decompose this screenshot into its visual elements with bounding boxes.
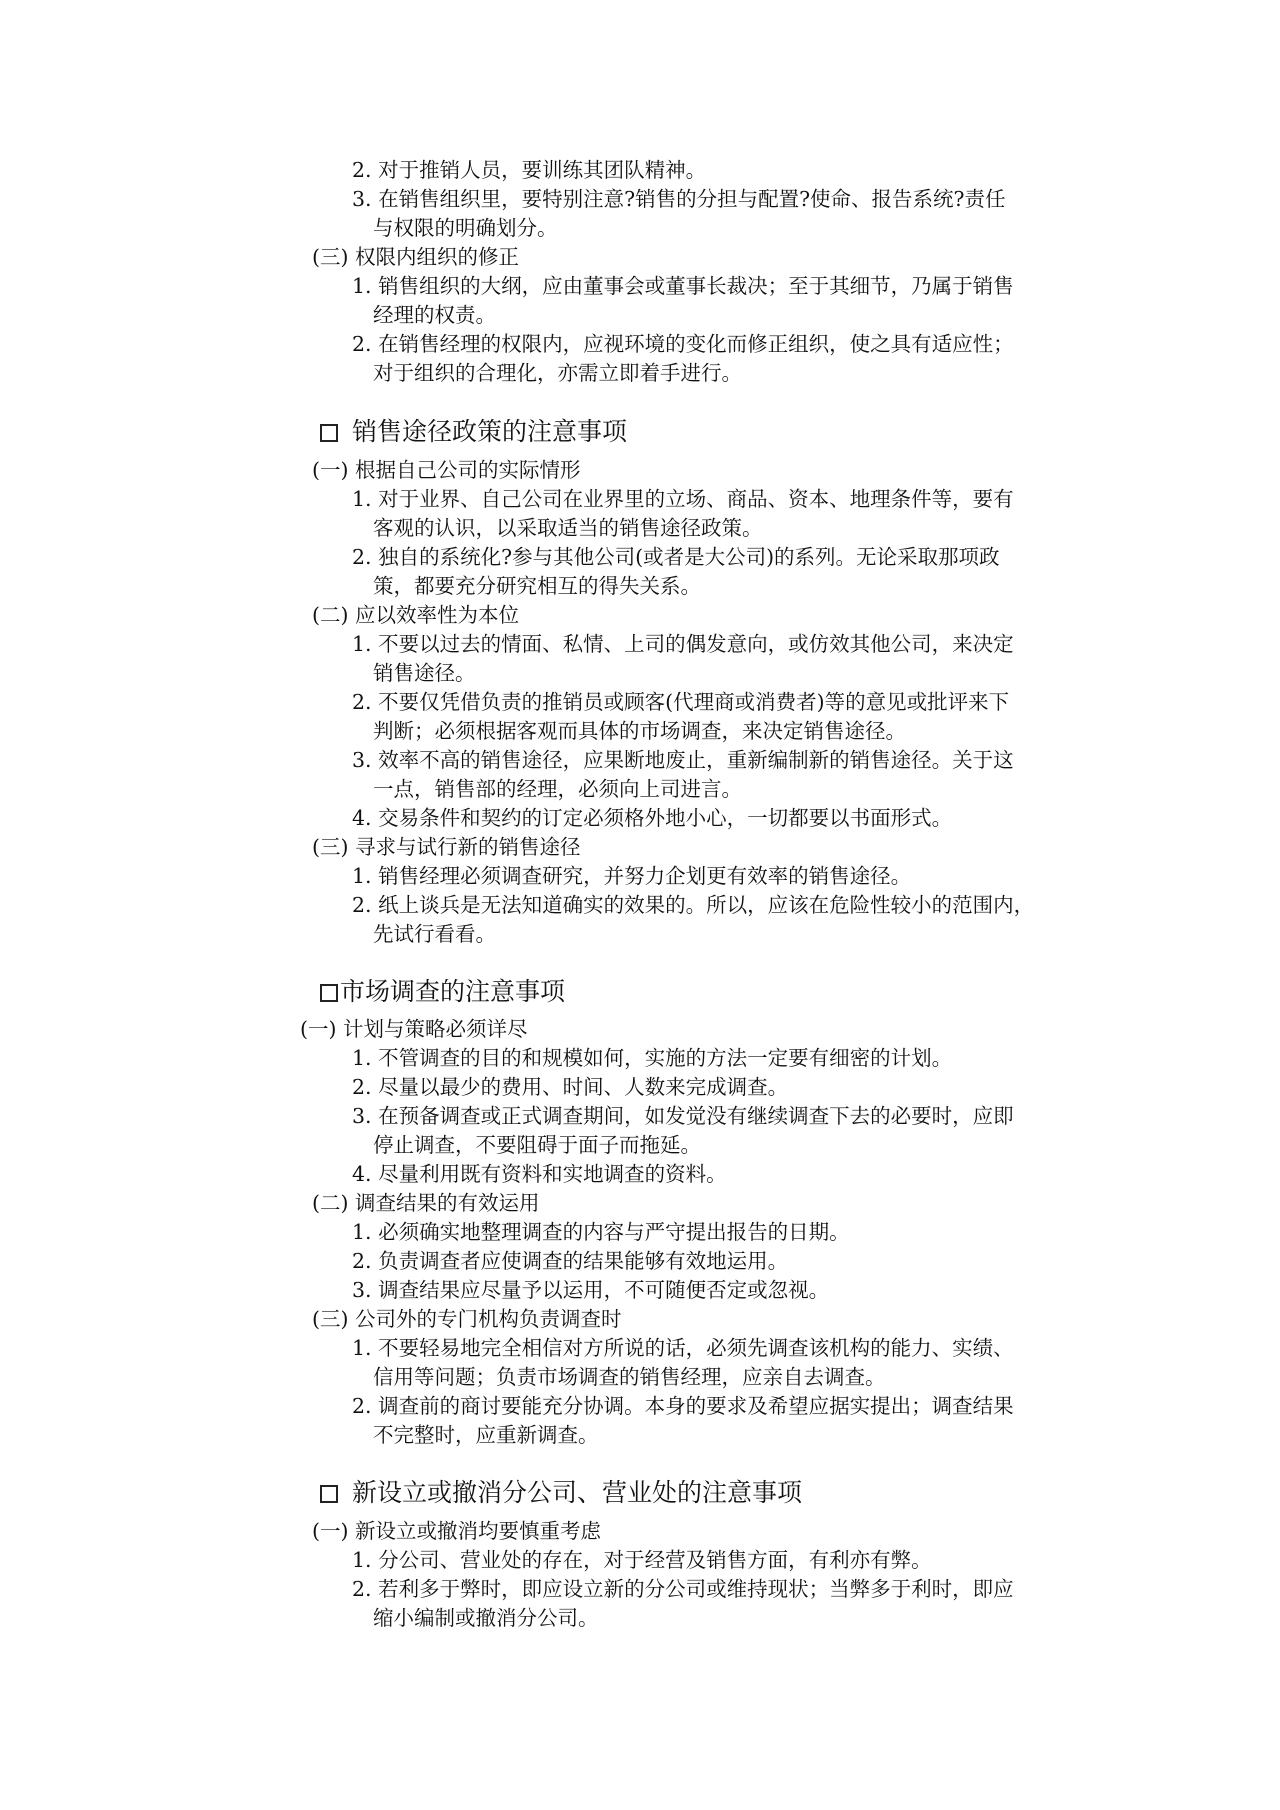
market-research-s3-item-1-line-2: 信用等问题；负责市场调查的销售经理，应亲自去调查。 — [373, 1365, 886, 1389]
org-revision-item-2-line-2: 对于组织的合理化，亦需立即着手进行。 — [373, 361, 742, 385]
org-revision-heading: (三) 权限内组织的修正 — [312, 245, 520, 269]
sales-channel-s1-item-1-line-2: 客观的认识，以采取适当的销售途径政策。 — [373, 516, 763, 540]
sales-channel-s1-item-2-line-1: 2. 独自的系统化?参与其他公司(或者是大公司)的系列。无论采取那项政 — [352, 545, 1000, 569]
checkbox-square-icon — [320, 1485, 338, 1503]
branch-office-title-text: 新设立或撤消分公司、营业处的注意事项 — [352, 1478, 803, 1507]
branch-office-s1-item-1: 1. 分公司、营业处的存在，对于经营及销售方面，有利亦有弊。 — [352, 1548, 932, 1572]
market-research-s2-item-1: 1. 必须确实地整理调查的内容与严守提出报告的日期。 — [352, 1220, 850, 1244]
market-research-s2-heading: (二) 调查结果的有效运用 — [312, 1191, 540, 1215]
market-research-s2-item-2: 2. 负责调查者应使调查的结果能够有效地运用。 — [352, 1249, 789, 1273]
market-research-s1-item-3-line-2: 停止调查，不要阻碍于面子而拖延。 — [373, 1133, 701, 1157]
sales-channel-section-title — [320, 415, 627, 449]
sales-channel-s1-heading: (一) 根据自己公司的实际情形 — [312, 458, 581, 482]
market-research-s1-heading: (一) 计划与策略必须详尽 — [300, 1017, 528, 1041]
sales-channel-s1-item-2-line-2: 策，都要充分研究相互的得失关系。 — [373, 574, 701, 598]
sales-channel-s3-heading: (三) 寻求与试行新的销售途径 — [312, 835, 581, 859]
org-revision-item-2-line-1: 2. 在销售经理的权限内，应视环境的变化而修正组织，使之具有适应性； — [352, 332, 1014, 356]
market-research-s1-item-4: 4. 尽量利用既有资料和实地调查的资料。 — [352, 1162, 727, 1186]
sales-channel-s2-item-4: 4. 交易条件和契约的订定必须格外地小心，一切都要以书面形式。 — [352, 806, 953, 830]
sales-channel-s3-item-2-line-1: 2. 纸上谈兵是无法知道确实的效果的。所以，应该在危险性较小的范围内， — [352, 893, 1035, 917]
sales-channel-s2-item-1-line-1: 1. 不要以过去的情面、私情、上司的偶发意向，或仿效其他公司，来决定 — [352, 632, 1014, 656]
org-revision-item-1-line-1: 1. 销售组织的大纲，应由董事会或董事长裁决；至于其细节，乃属于销售 — [352, 274, 1014, 298]
sales-channel-s2-item-2-line-2: 判断；必须根据客观而具体的市场调查，来决定销售途径。 — [373, 719, 906, 743]
sales-channel-s1-item-1-line-1: 1. 对于业界、自己公司在业界里的立场、商品、资本、地理条件等，要有 — [352, 487, 1014, 511]
branch-office-s1-item-2-line-2: 缩小编制或撤消分公司。 — [373, 1606, 599, 1630]
market-research-s2-item-3: 3. 调查结果应尽量予以运用，不可随便否定或忽视。 — [352, 1278, 830, 1302]
market-research-s1-item-1: 1. 不管调查的目的和规模如何，实施的方法一定要有细密的计划。 — [352, 1046, 953, 1070]
market-research-s3-item-2-line-1: 2. 调查前的商讨要能充分协调。本身的要求及希望应据实提出；调查结果 — [352, 1394, 1014, 1418]
intro-item-2: 2. 对于推销人员，要训练其团队精神。 — [352, 158, 707, 182]
sales-channel-s2-item-1-line-2: 销售途径。 — [373, 661, 476, 685]
branch-office-s1-heading: (一) 新设立或撤消均要慎重考虑 — [312, 1519, 602, 1543]
branch-office-section-title — [320, 1476, 802, 1510]
intro-item-3-line-1: 3. 在销售组织里，要特别注意?销售的分担与配置?使命、报告系统?责任 — [352, 187, 1006, 211]
checkbox-square-icon — [320, 424, 338, 442]
market-research-s1-item-3-line-1: 3. 在预备调查或正式调查期间，如发觉没有继续调查下去的必要时，应即 — [352, 1104, 1014, 1128]
sales-channel-s2-item-3-line-2: 一点，销售部的经理，必须向上司进言。 — [373, 777, 742, 801]
sales-channel-s3-item-2-line-2: 先试行看看。 — [373, 922, 496, 946]
branch-office-s1-item-2-line-1: 2. 若利多于弊时，即应设立新的分公司或维持现状；当弊多于利时，即应 — [352, 1577, 1014, 1601]
intro-item-3-line-2: 与权限的明确划分。 — [373, 216, 558, 240]
market-research-section-title — [320, 975, 565, 1009]
sales-channel-s2-item-2-line-1: 2. 不要仅凭借负责的推销员或顾客(代理商或消费者)等的意见或批评来下 — [352, 690, 1010, 714]
sales-channel-s2-heading: (二) 应以效率性为本位 — [312, 603, 520, 627]
market-research-title-text: 市场调查的注意事项 — [340, 977, 566, 1006]
org-revision-item-1-line-2: 经理的权责。 — [373, 303, 496, 327]
market-research-s1-item-2: 2. 尽量以最少的费用、时间、人数来完成调查。 — [352, 1075, 789, 1099]
checkbox-square-icon — [320, 984, 338, 1002]
sales-channel-s3-item-1: 1. 销售经理必须调查研究，并努力企划更有效率的销售途径。 — [352, 864, 912, 888]
market-research-s3-item-1-line-1: 1. 不要轻易地完全相信对方所说的话，必须先调查该机构的能力、实绩、 — [352, 1336, 1014, 1360]
market-research-s3-heading: (三) 公司外的专门机构负责调查时 — [312, 1307, 622, 1331]
market-research-s3-item-2-line-2: 不完整时，应重新调查。 — [373, 1423, 599, 1447]
sales-channel-s2-item-3-line-1: 3. 效率不高的销售途径，应果断地废止，重新编制新的销售途径。关于这 — [352, 748, 1014, 772]
sales-channel-title-text: 销售途径政策的注意事项 — [352, 417, 628, 446]
